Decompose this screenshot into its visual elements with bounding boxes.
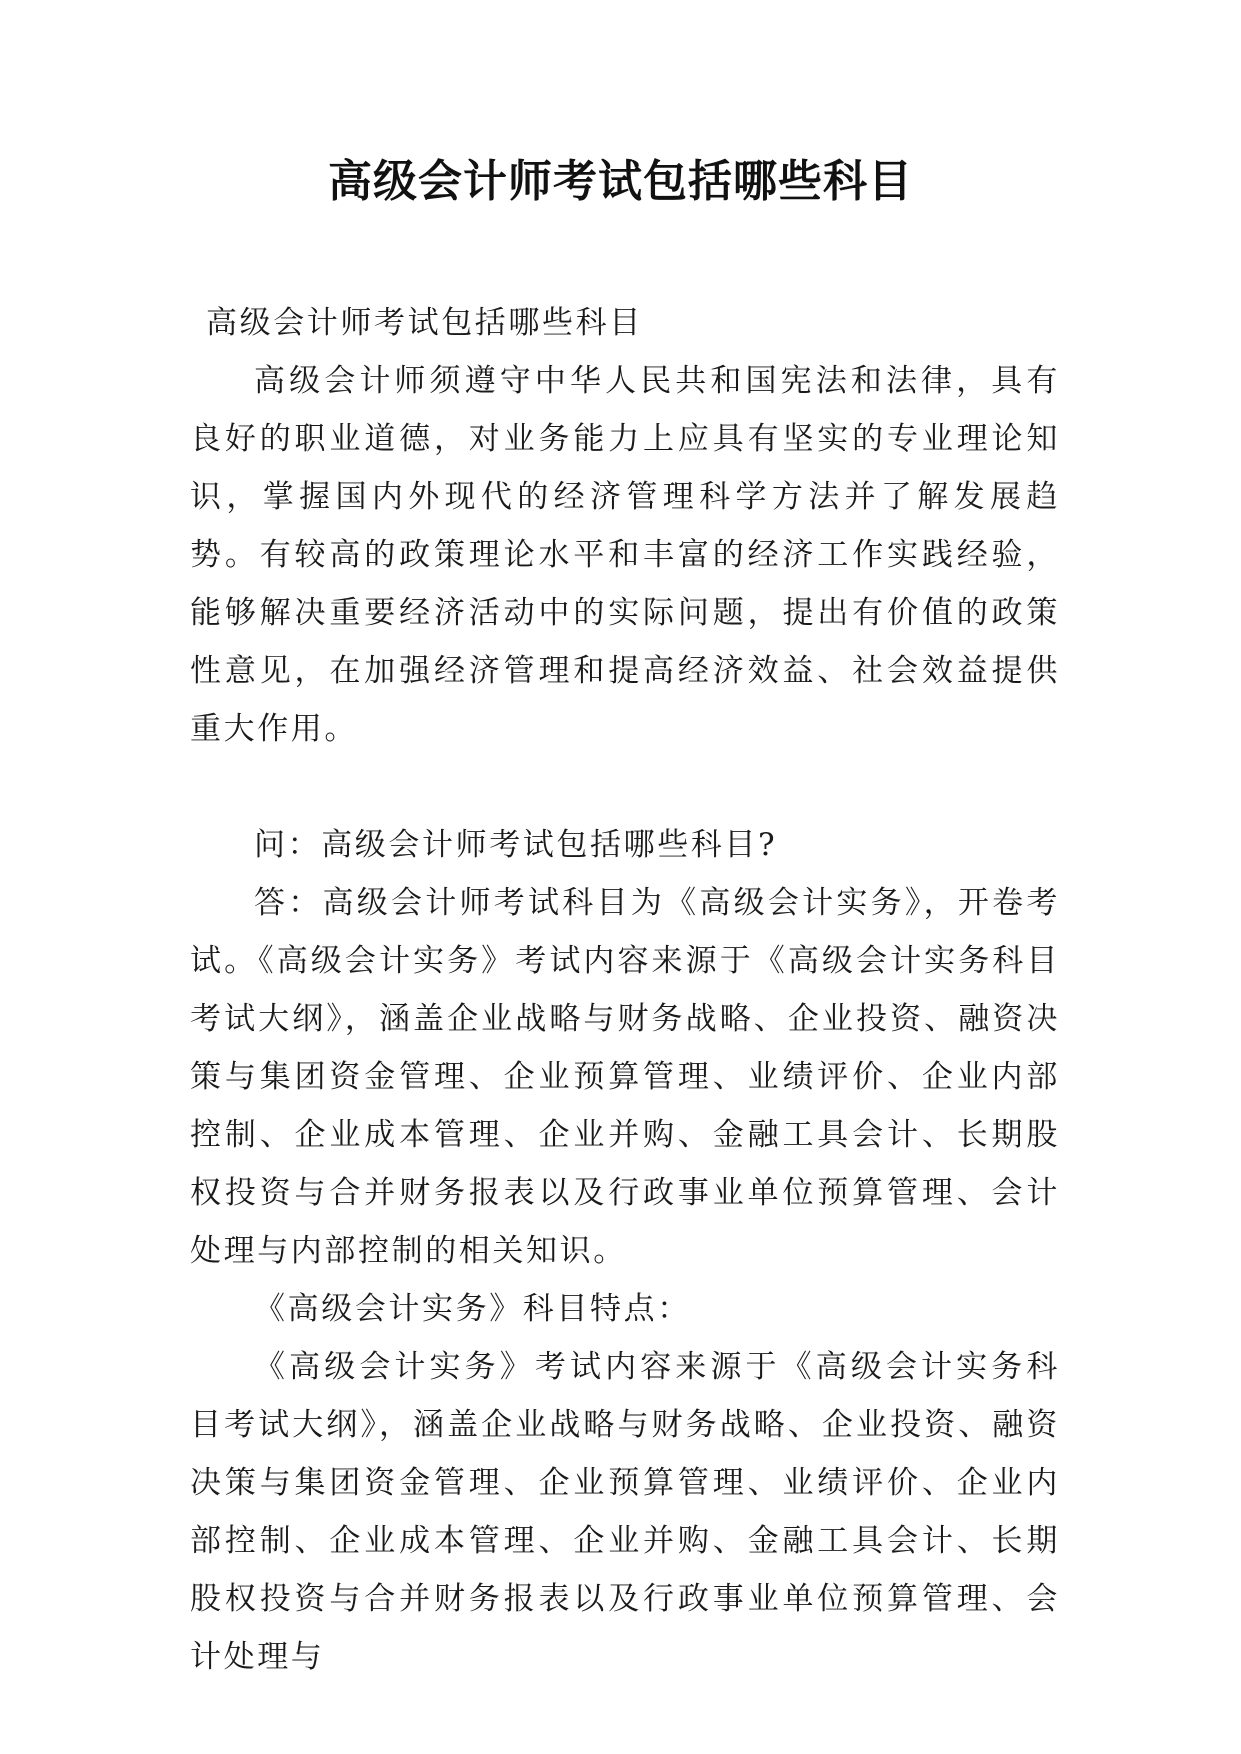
question-paragraph: 问：高级会计师考试包括哪些科目? (254, 827, 778, 863)
intro-paragraph: 高级会计师须遵守中华人民共和国宪法和法律，具有良好的职业道德，对业务能力上应具有坚实的专业理论知识，掌握国内外现代的经济管理科学方法并了解发展趋势。有较高的政策理论水平和丰富的经济工作实践经验，能够解决重要经济活动中的实际问题，提出有价值的政策性意见，在加强经济管理和提高经济效益、社会效益提供重大作用。 (190, 363, 1060, 747)
paragraph-gap (190, 758, 1060, 816)
answer-paragraph: 答：高级会计师考试科目为《高级会计实务》，开卷考试。《高级会计实务》考试内容来源于《高级会计实务科目考试大纲》，涵盖企业战略与财务战略、企业投资、融资决策与集团资金管理、企业预算管理、业绩评价、企业内部控制、企业成本管理、企业并购、金融工具会计、长期股权投资与合并财务报表以及行政事业单位预算管理、会计处理与内部控制的相关知识。 (190, 885, 1060, 1269)
document-title: 高级会计师考试包括哪些科目 (328, 156, 913, 207)
document-body (190, 294, 1060, 1686)
features-paragraph: 《高级会计实务》考试内容来源于《高级会计实务科目考试大纲》，涵盖企业战略与财务战略、企业投资、融资决策与集团资金管理、企业预算管理、业绩评价、企业内部控制、企业成本管理、企业并购、金融工具会计、长期股权投资与合并财务报表以及行政事业单位预算管理、会计处理与 (190, 1349, 1060, 1675)
features-heading: 《高级会计实务》科目特点： (254, 1291, 691, 1327)
document-subtitle: 高级会计师考试包括哪些科目 (206, 305, 643, 341)
